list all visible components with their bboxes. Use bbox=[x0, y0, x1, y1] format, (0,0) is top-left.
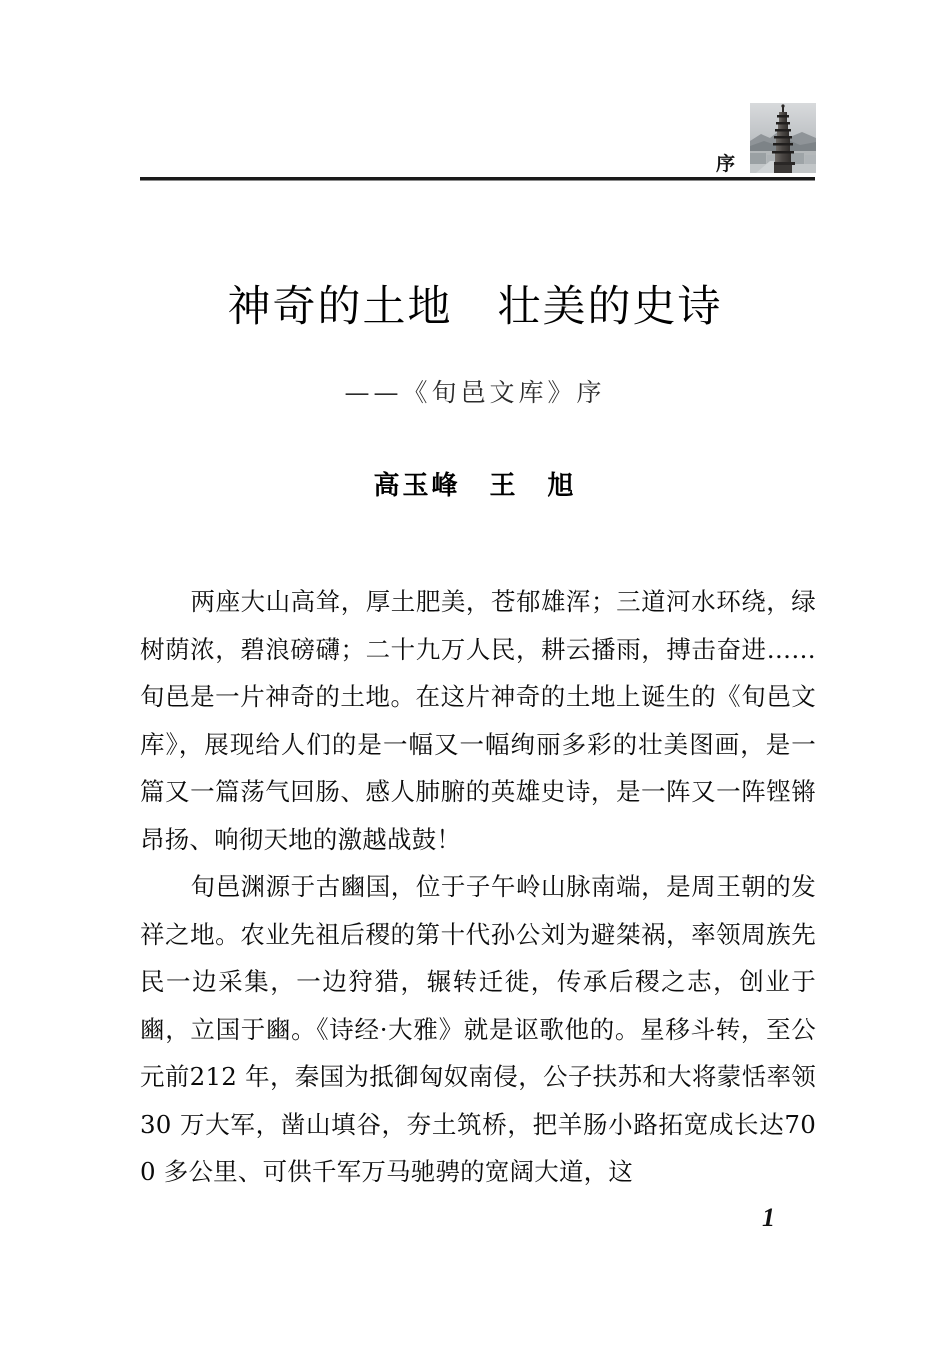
running-header bbox=[140, 100, 815, 180]
body-text bbox=[140, 578, 816, 1196]
paragraph-text: 旬邑渊源于古豳国，位于子午岭山脉南端，是周王朝的发祥之地。农业先祖后稷的第十代孙公刘为避桀祸，率领周族先民一边采集，一边狩猎，辗转迁徙，传承后稷之志，创业于豳，立国于豳。《诗经·大雅》就是讴歌他的。星移斗转，至公元前212 年，秦国为抵御匈奴南侵，公子扶苏和大将蒙恬率领30 万大军，凿山填谷，夯土筑桥，把羊肠小路拓宽成长达700 多公里、可供千军万马驰骋的宽阔大道，这 bbox=[140, 872, 816, 1186]
paragraph bbox=[140, 863, 816, 1196]
author-line: 高玉峰 王 旭 bbox=[373, 470, 577, 500]
paragraph-text: 两座大山高耸，厚土肥美，苍郁雄浑；三道河水环绕，绿树荫浓，碧浪磅礴；二十九万人民，耕云播雨，搏击奋进……旬邑是一片神奇的土地。在这片神奇的土地上诞生的《旬邑文库》，展现给人们的是一幅又一幅绚丽多彩的壮美图画，是一篇又一篇荡气回肠、感人肺腑的英雄史诗，是一阵又一阵铿锵昂扬、响彻天地的激越战鼓！ bbox=[140, 587, 816, 854]
page-title: 神奇的土地 壮美的史诗 bbox=[227, 282, 723, 332]
paragraph bbox=[140, 578, 816, 863]
page-subtitle: ——《旬邑文库》序 bbox=[344, 378, 606, 407]
page-number: 1 bbox=[762, 1203, 775, 1232]
header-rule bbox=[140, 177, 815, 180]
header-section-label: 序 bbox=[715, 154, 735, 175]
pagoda-tower-photo-icon bbox=[750, 103, 816, 173]
